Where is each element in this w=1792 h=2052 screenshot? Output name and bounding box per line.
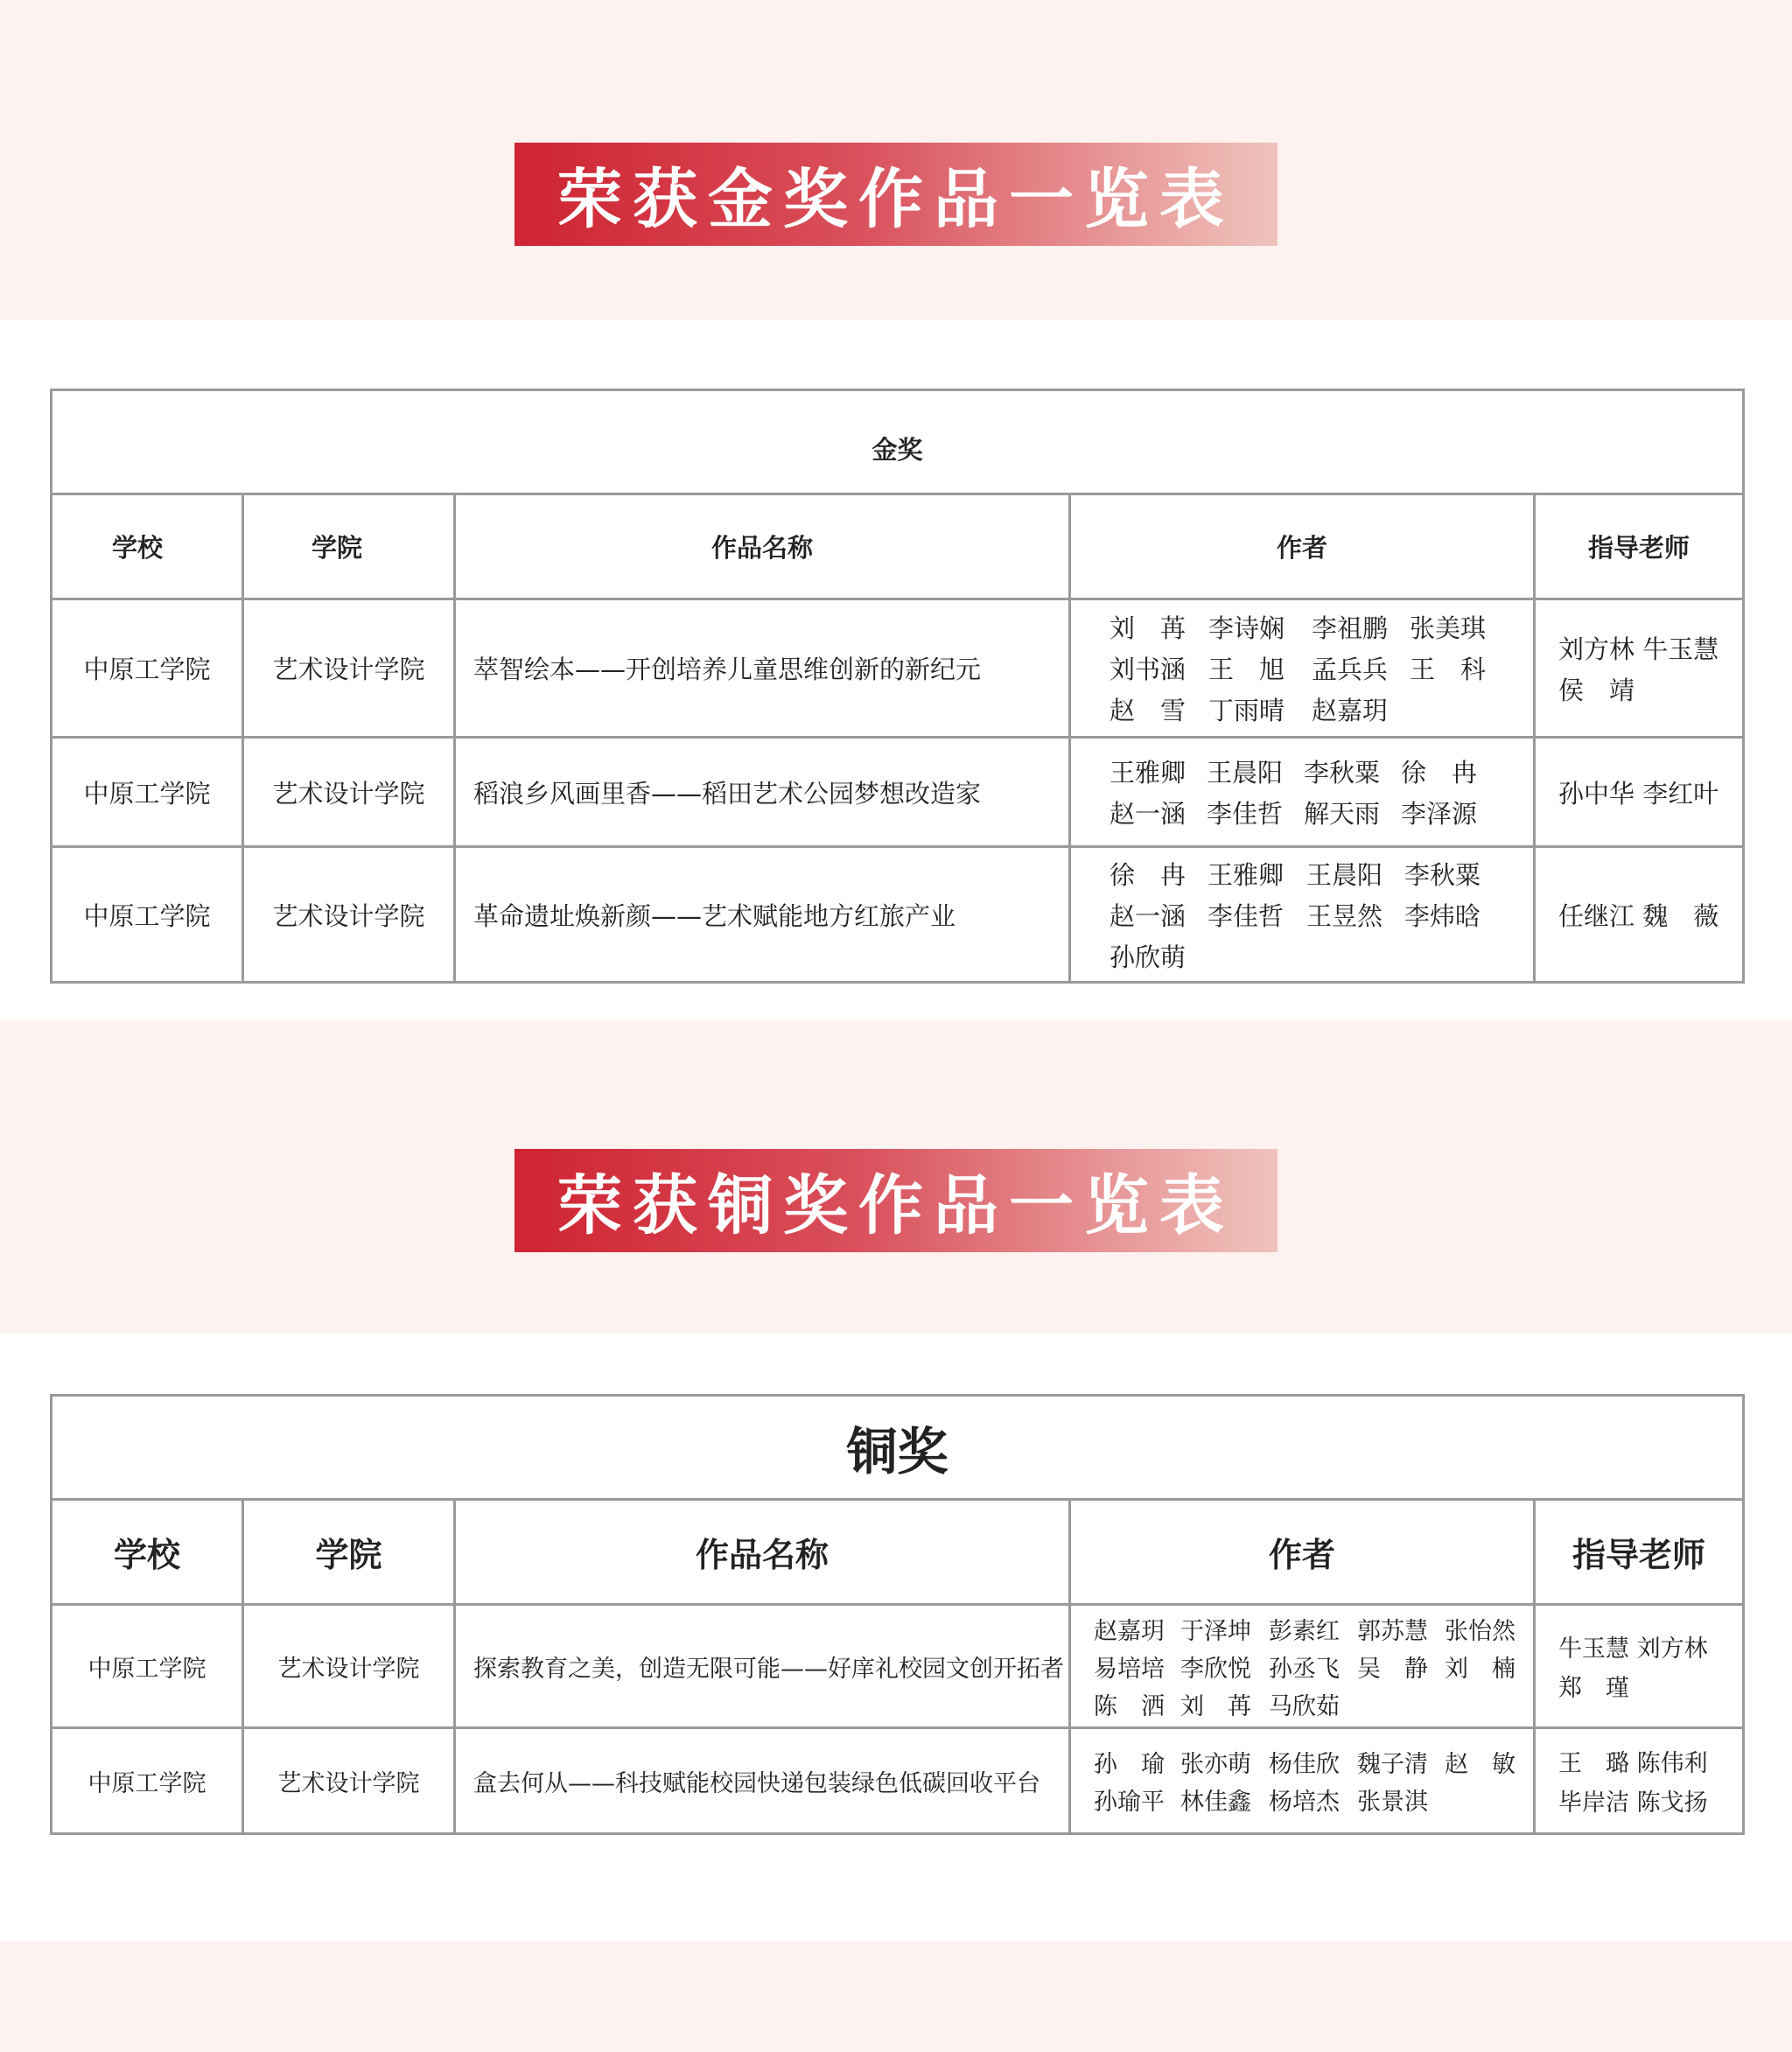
header-authors: 作者 xyxy=(1070,494,1535,599)
author-name: 王雅卿 xyxy=(1208,859,1284,890)
school-cell: 中原工学院 xyxy=(52,1728,243,1834)
author-name: 李佳哲 xyxy=(1207,799,1284,829)
author-name: 刘 楠 xyxy=(1445,1655,1516,1683)
school-cell: 中原工学院 xyxy=(52,847,243,983)
bronze-banner-title: 荣获铜奖作品一览表 xyxy=(557,1168,1235,1243)
header-work: 作品名称 xyxy=(455,494,1070,599)
author-name: 王 旭 xyxy=(1208,655,1285,684)
teacher-names: 郑 瑾 xyxy=(1558,1675,1629,1702)
author-name: 赵 雪 xyxy=(1110,696,1186,725)
author-name: 马欣茹 xyxy=(1269,1692,1340,1720)
teacher-names: 孙中华 李红叶 xyxy=(1558,778,1719,809)
table-row xyxy=(52,847,1744,983)
gold-table-caption: 金奖 xyxy=(52,390,1744,494)
author-name: 刘书涵 xyxy=(1110,655,1186,684)
teacher-names: 刘方林 牛玉慧 xyxy=(1558,634,1719,664)
author-name: 易培培 xyxy=(1094,1655,1165,1683)
college-cell: 艺术设计学院 xyxy=(243,738,455,847)
author-name: 李佳哲 xyxy=(1208,900,1284,931)
teacher-names: 侯 靖 xyxy=(1558,675,1635,705)
gold-award-table xyxy=(50,389,1745,984)
teacher-names: 毕岸洁 陈戈扬 xyxy=(1558,1789,1708,1817)
table-row xyxy=(52,738,1744,847)
work-title-cell: 盒去何从——科技赋能校园快递包装绿色低碳回收平台 xyxy=(455,1728,1070,1834)
college-cell: 艺术设计学院 xyxy=(243,1605,455,1728)
table-row xyxy=(52,1728,1744,1834)
author-name: 林佳鑫 xyxy=(1180,1789,1251,1816)
author-name: 张景淇 xyxy=(1357,1789,1428,1816)
author-name: 郭苏慧 xyxy=(1357,1617,1428,1645)
author-name: 杨佳欣 xyxy=(1269,1751,1340,1778)
author-name: 陈 洒 xyxy=(1094,1692,1165,1720)
author-name: 魏子清 xyxy=(1357,1751,1428,1778)
teachers-cell xyxy=(1535,1605,1744,1728)
author-name: 张怡然 xyxy=(1445,1617,1516,1645)
author-name: 吴 静 xyxy=(1357,1655,1428,1683)
header-teachers: 指导老师 xyxy=(1535,1500,1744,1605)
header-authors: 作者 xyxy=(1070,1500,1535,1605)
teachers-cell xyxy=(1535,1728,1744,1834)
bronze-banner xyxy=(514,1149,1278,1252)
school-cell: 中原工学院 xyxy=(52,738,243,847)
author-name: 孙欣萌 xyxy=(1110,942,1186,972)
teacher-names: 牛玉慧 刘方林 xyxy=(1558,1635,1708,1663)
table-row xyxy=(52,1605,1744,1728)
author-name: 刘 苒 xyxy=(1180,1692,1251,1720)
teachers-cell xyxy=(1535,599,1744,738)
college-cell: 艺术设计学院 xyxy=(243,1728,455,1834)
work-title-cell: 稻浪乡风画里香——稻田艺术公园梦想改造家 xyxy=(455,738,1070,847)
authors-cell xyxy=(1070,1728,1535,1834)
author-name: 李秋粟 xyxy=(1404,859,1481,890)
author-name: 王晨阳 xyxy=(1207,758,1284,788)
gold-banner-title: 荣获金奖作品一览表 xyxy=(557,162,1235,237)
authors-cell xyxy=(1070,738,1535,847)
author-name: 李诗娴 xyxy=(1208,613,1285,643)
author-name: 赵一涵 xyxy=(1110,799,1186,829)
teacher-names: 任继江 魏 薇 xyxy=(1558,900,1719,931)
author-name: 王昱然 xyxy=(1306,900,1383,931)
author-name: 王 科 xyxy=(1410,655,1487,684)
author-name: 李炜晗 xyxy=(1404,900,1481,931)
school-cell: 中原工学院 xyxy=(52,599,243,738)
work-title-cell: 探索教育之美，创造无限可能——好庠礼校园文创开拓者 xyxy=(455,1605,1070,1728)
school-cell: 中原工学院 xyxy=(52,1605,243,1728)
bronze-table-caption: 铜奖 xyxy=(52,1396,1744,1500)
teacher-names: 王 璐 陈伟利 xyxy=(1558,1750,1708,1777)
teachers-cell xyxy=(1535,847,1744,983)
author-name: 徐 冉 xyxy=(1110,859,1186,890)
author-name: 丁雨晴 xyxy=(1208,696,1285,725)
gold-banner xyxy=(514,143,1278,246)
work-title-cell: 革命遗址焕新颜——艺术赋能地方红旅产业 xyxy=(455,847,1070,983)
author-name: 张亦萌 xyxy=(1180,1751,1251,1778)
author-name: 孟兵兵 xyxy=(1312,655,1389,684)
header-school: 学校 xyxy=(52,494,243,599)
bronze-award-table xyxy=(50,1394,1745,1835)
author-name: 彭素红 xyxy=(1269,1617,1340,1645)
author-name: 解天雨 xyxy=(1304,799,1381,829)
college-cell: 艺术设计学院 xyxy=(243,599,455,738)
author-name: 王雅卿 xyxy=(1110,758,1186,788)
author-name: 赵一涵 xyxy=(1110,900,1186,931)
author-name: 于泽坤 xyxy=(1180,1617,1251,1645)
header-work: 作品名称 xyxy=(455,1500,1070,1605)
college-cell: 艺术设计学院 xyxy=(243,847,455,983)
author-name: 杨培杰 xyxy=(1269,1789,1340,1816)
author-name: 赵嘉玥 xyxy=(1312,696,1389,725)
author-name: 张美琪 xyxy=(1410,613,1487,643)
bottom-band xyxy=(0,1941,1792,2052)
author-name: 李秋粟 xyxy=(1304,758,1381,788)
author-name: 刘 苒 xyxy=(1110,613,1186,643)
author-name: 李欣悦 xyxy=(1180,1655,1251,1683)
author-name: 孙瑜平 xyxy=(1094,1789,1165,1816)
author-name: 赵嘉玥 xyxy=(1094,1617,1165,1645)
table-row xyxy=(52,599,1744,738)
teachers-cell xyxy=(1535,738,1744,847)
work-title-cell: 萃智绘本——开创培养儿童思维创新的新纪元 xyxy=(455,599,1070,738)
author-name: 赵 敏 xyxy=(1445,1751,1516,1778)
authors-cell xyxy=(1070,599,1535,738)
authors-cell xyxy=(1070,847,1535,983)
header-college: 学院 xyxy=(243,494,455,599)
author-name: 李祖鹏 xyxy=(1312,613,1389,643)
authors-cell xyxy=(1070,1605,1535,1728)
author-name: 徐 冉 xyxy=(1401,758,1478,788)
header-school: 学校 xyxy=(52,1500,243,1605)
header-teachers: 指导老师 xyxy=(1535,494,1744,599)
author-name: 孙丞飞 xyxy=(1269,1655,1340,1683)
author-name: 孙 瑜 xyxy=(1094,1751,1165,1778)
author-name: 王晨阳 xyxy=(1306,859,1383,890)
header-college: 学院 xyxy=(243,1500,455,1605)
author-name: 李泽源 xyxy=(1401,799,1478,829)
